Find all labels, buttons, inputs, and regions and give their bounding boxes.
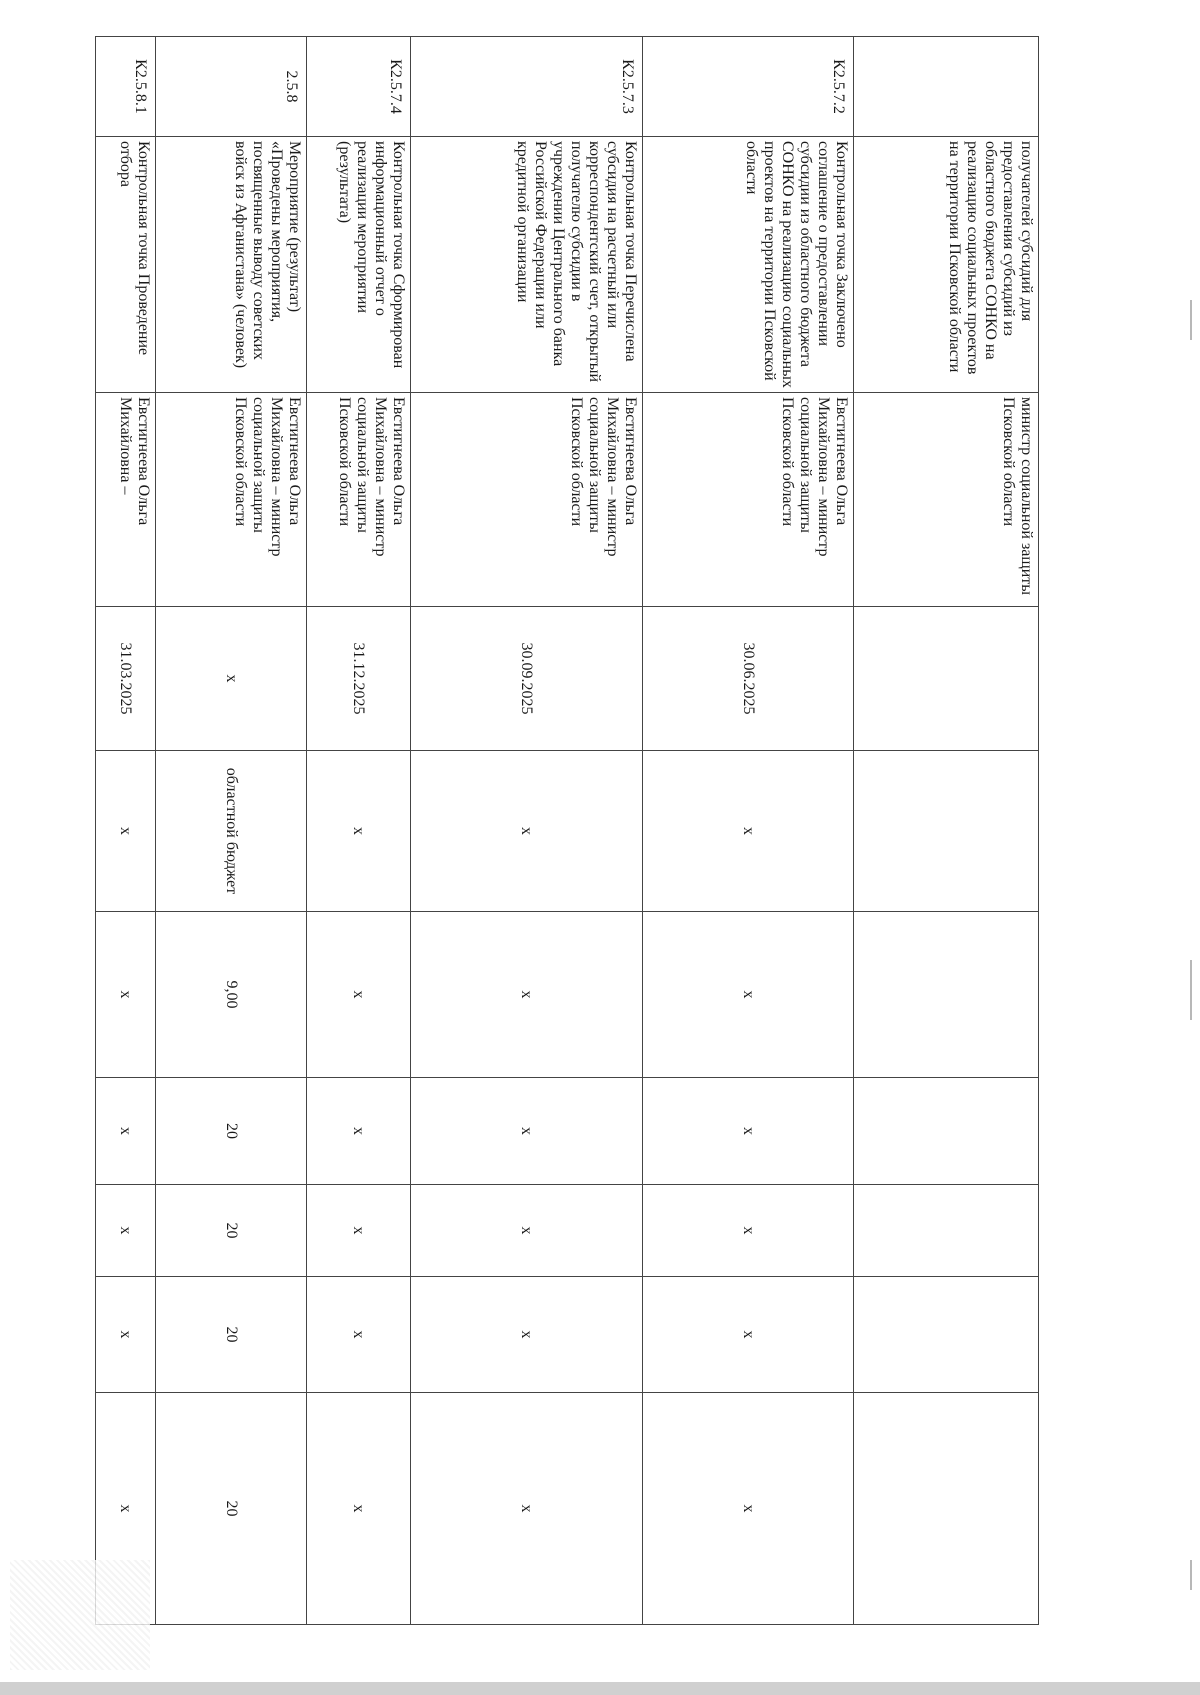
row-value-1	[854, 1078, 1039, 1185]
row-responsible: Евстигнеева Ольга Михайловна – министр социальной защиты Псковской области	[307, 393, 411, 607]
row-date: х	[156, 607, 307, 751]
row-value-1: х	[411, 1078, 643, 1185]
row-number: К2.5.7.2	[643, 37, 854, 137]
scan-edge-mark	[1190, 960, 1192, 1020]
row-source: х	[96, 751, 156, 912]
table-row	[156, 37, 307, 1625]
row-name: Контрольная точка Перечислена субсидия на расчетный или корреспондентский счет, открытый получателю субсидии в учреждении Центрального банка Российской Федерации или кредитной организации	[411, 137, 643, 393]
row-value-3	[854, 1277, 1039, 1393]
row-name: Контрольная точка Сформирован информационный отчет о реализации мероприятии (результата)	[307, 137, 411, 393]
row-name: получателей субсидий для предоставления субсидий из областного бюджета СОНКО на реализацию социальных проектов на территории Псковской области	[854, 137, 1039, 393]
row-source	[854, 751, 1039, 912]
row-value-4	[854, 1393, 1039, 1625]
row-value-1: 20	[156, 1078, 307, 1185]
row-date: 31.12.2025	[307, 607, 411, 751]
row-value-3: х	[643, 1277, 854, 1393]
row-date: 31.03.2025	[96, 607, 156, 751]
row-number	[854, 37, 1039, 137]
row-number: К2.5.7.4	[307, 37, 411, 137]
row-value-3: х	[96, 1277, 156, 1393]
row-value-2: 20	[156, 1185, 307, 1277]
row-amount: х	[96, 912, 156, 1078]
row-value-4: х	[307, 1393, 411, 1625]
row-responsible: Евстигнеева Ольга Михайловна – министр социальной защиты Псковской области	[411, 393, 643, 607]
row-responsible: министр социальной защиты Псковской области	[854, 393, 1039, 607]
plan-table	[95, 36, 1039, 1625]
scan-bottom-strip	[0, 1682, 1200, 1695]
row-value-4: х	[96, 1393, 156, 1625]
row-value-2	[854, 1185, 1039, 1277]
row-value-2: х	[96, 1185, 156, 1277]
table-row	[307, 37, 411, 1625]
row-value-4: х	[411, 1393, 643, 1625]
table-row	[96, 37, 156, 1625]
table-row	[854, 37, 1039, 1625]
row-amount: х	[307, 912, 411, 1078]
row-value-2: х	[411, 1185, 643, 1277]
row-name: Контрольная точка Заключено соглашение о предоставлении субсидии из областного бюджета СОНКО на реализацию социальных проектов на территории Псковской области	[643, 137, 854, 393]
row-amount: х	[643, 912, 854, 1078]
row-value-4: х	[643, 1393, 854, 1625]
row-value-3: 20	[156, 1277, 307, 1393]
row-value-3: х	[307, 1277, 411, 1393]
row-value-1: х	[96, 1078, 156, 1185]
row-source: х	[307, 751, 411, 912]
scan-edge-mark	[1190, 1560, 1192, 1590]
row-number: 2.5.8	[156, 37, 307, 137]
scan-artifact	[10, 1560, 150, 1670]
rotated-table-frame	[96, 36, 1039, 1624]
table-row	[411, 37, 643, 1625]
row-value-1: х	[643, 1078, 854, 1185]
row-amount: х	[411, 912, 643, 1078]
row-number: К2.5.8.1	[96, 37, 156, 137]
row-source: х	[411, 751, 643, 912]
row-source: х	[643, 751, 854, 912]
row-value-2: х	[643, 1185, 854, 1277]
row-date: 30.06.2025	[643, 607, 854, 751]
row-date: 30.09.2025	[411, 607, 643, 751]
row-responsible: Евстигнеева Ольга Михайловна – министр социальной защиты Псковской области	[156, 393, 307, 607]
table-row	[643, 37, 854, 1625]
row-amount: 9,00	[156, 912, 307, 1078]
row-amount	[854, 912, 1039, 1078]
row-date	[854, 607, 1039, 751]
row-number: К2.5.7.3	[411, 37, 643, 137]
scan-edge-mark	[1190, 300, 1192, 340]
row-source: областной бюджет	[156, 751, 307, 912]
row-value-1: х	[307, 1078, 411, 1185]
row-value-2: х	[307, 1185, 411, 1277]
row-responsible: Евстигнеева Ольга Михайловна – министр социальной защиты Псковской области	[643, 393, 854, 607]
row-name: Контрольная точка Проведение отбора	[96, 137, 156, 393]
row-name: Мероприятие (результат) «Проведены мероприятия, посвященные выводу советских войск из Афганистана» (человек)	[156, 137, 307, 393]
row-value-3: х	[411, 1277, 643, 1393]
row-value-4: 20	[156, 1393, 307, 1625]
row-responsible: Евстигнеева Ольга Михайловна –	[96, 393, 156, 607]
